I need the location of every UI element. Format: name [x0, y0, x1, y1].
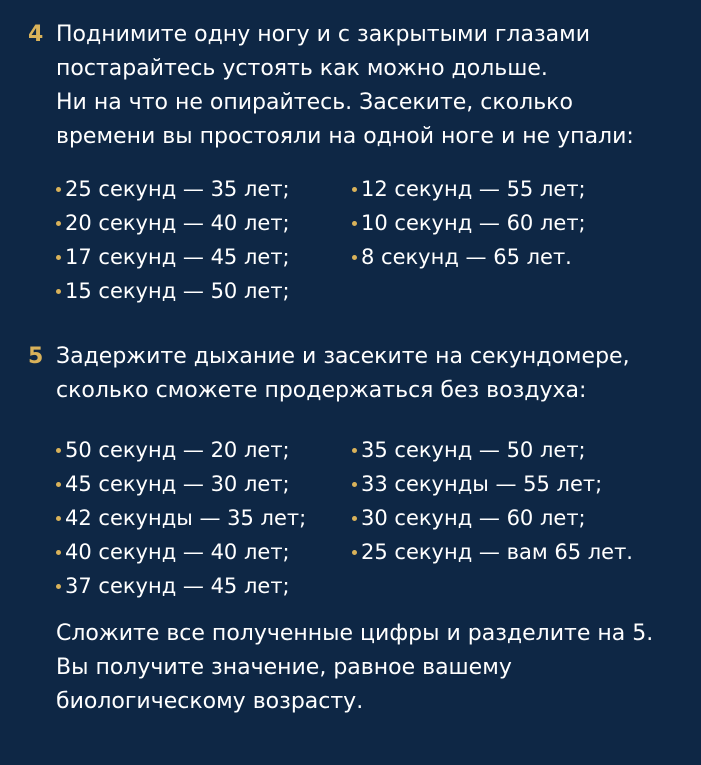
list-item: 25 секунд — 35 лет; [56, 172, 376, 206]
list-item: 35 секунд — 50 лет; [352, 433, 672, 467]
list-item: 40 секунд — 40 лет; [56, 535, 376, 569]
bullet-icon [56, 516, 61, 521]
bullet-icon [56, 448, 61, 453]
bullet-icon [56, 482, 61, 487]
list-item: 10 секунд — 60 лет; [352, 206, 672, 240]
bullet-icon [352, 516, 357, 521]
summary-text [56, 617, 686, 719]
summary-line: Сложите все полученные цифры и разделите на 5. [56, 621, 654, 646]
list-item: 12 секунд — 55 лет; [352, 172, 672, 206]
list-item: 8 секунд — 65 лет. [352, 240, 672, 274]
list-item: 25 секунд — вам 65 лет. [352, 535, 672, 569]
step-4-line: постарайтесь устоять как можно дольше. [56, 56, 548, 81]
bullet-icon [352, 187, 357, 192]
list-item: 17 секунд — 45 лет; [56, 240, 376, 274]
step-5-right-list [352, 433, 672, 569]
bullet-icon [352, 255, 357, 260]
step-5-left-list [56, 433, 376, 603]
list-item: 33 секунды — 55 лет; [352, 467, 672, 501]
list-item: 20 секунд — 40 лет; [56, 206, 376, 240]
step-4-text [56, 18, 686, 154]
summary-line: биологическому возрасту. [56, 689, 364, 714]
list-item: 15 секунд — 50 лет; [56, 274, 376, 308]
bullet-icon [56, 255, 61, 260]
bullet-icon [352, 550, 357, 555]
step-4-line: Ни на что не опирайтесь. Засеките, сколько [56, 90, 573, 115]
list-item: 42 секунды — 35 лет; [56, 501, 376, 535]
bullet-icon [352, 482, 357, 487]
bullet-icon [56, 221, 61, 226]
bullet-icon [56, 187, 61, 192]
bullet-icon [56, 584, 61, 589]
list-item: 50 секунд — 20 лет; [56, 433, 376, 467]
list-item: 30 секунд — 60 лет; [352, 501, 672, 535]
step-5-line: Задержите дыхание и засеките на секундомере, [56, 344, 630, 369]
bullet-icon [56, 550, 61, 555]
summary-line: Вы получите значение, равное вашему [56, 655, 512, 680]
step-4-line: Поднимите одну ногу и с закрытыми глазами [56, 22, 591, 47]
step-4-number: 4 [28, 22, 44, 47]
step-5-number: 5 [28, 344, 44, 369]
step-5-text [56, 340, 686, 408]
list-item: 45 секунд — 30 лет; [56, 467, 376, 501]
step-5-line: сколько сможете продержаться без воздуха: [56, 378, 587, 403]
list-item: 37 секунд — 45 лет; [56, 569, 376, 603]
step-4-left-list [56, 172, 376, 308]
bullet-icon [352, 448, 357, 453]
bullet-icon [352, 221, 357, 226]
bullet-icon [56, 289, 61, 294]
step-4-line: времени вы простояли на одной ноге и не упали: [56, 124, 634, 149]
step-4-right-list [352, 172, 672, 274]
